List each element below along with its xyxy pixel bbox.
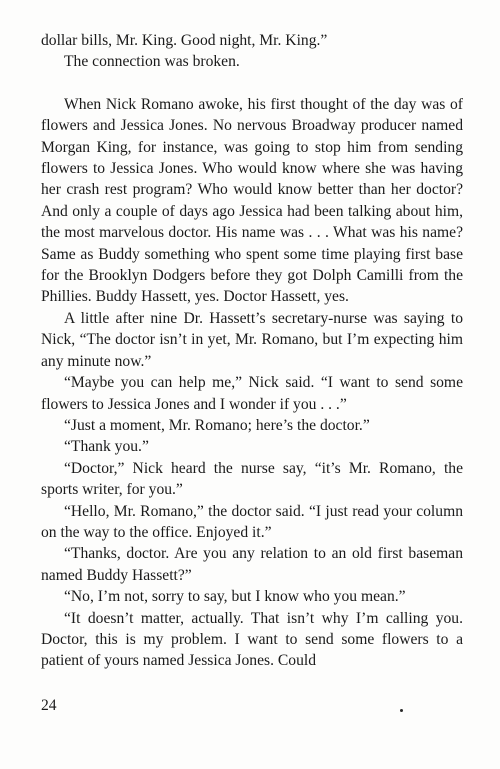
paragraph-maybe-you-can-help: “Maybe you can help me,” Nick said. “I want to send some flowers to Jessica Jones and I wonder if you . . .” — [41, 374, 463, 413]
paragraph-just-a-moment: “Just a moment, Mr. Romano; here’s the doctor.” — [64, 416, 370, 434]
paragraph-any-relation: “Thanks, doctor. Are you any relation to an old first baseman named Buddy Hassett?” — [41, 545, 463, 584]
paragraph-nurse-says: “Doctor,” Nick heard the nurse say, “it’s Mr. Romano, the sports writer, for you.” — [41, 459, 463, 499]
body-text — [41, 30, 463, 672]
paragraph-hello-mr-romano: “Hello, Mr. Romano,” the doctor said. “I just read your column on the way to the office. Enjoyed it.” — [41, 502, 463, 541]
paragraph-no-im-not: “No, I’m not, sorry to say, but I know who you mean.” — [64, 588, 406, 606]
paragraph-nick-awoke: When Nick Romano awoke, his first thought of the day was of flowers and Jessica Jones. No nervous Broadway producer named Morgan King, for instance, was going to stop him from sending flowers to Jessica Jones. Who would know where she was having her crash rest program? Who would know better than her doctor? And only a couple of days ago Jessica had been talking about him, the most marvelous doctor. His name was . . . What was his name? Same as Buddy something who spent some time playing first base for the Brooklyn Dodgers before they got Dolph Camilli from the Phillies. Buddy Hassett, yes. Doctor Hassett, yes. — [41, 95, 463, 306]
page-number: 24 — [41, 697, 57, 714]
print-speck — [400, 709, 403, 712]
section-break — [41, 73, 463, 94]
paragraph-connection-broken: The connection was broken. — [64, 53, 240, 71]
paragraph-thank-you: “Thank you.” — [64, 438, 149, 456]
paragraph-my-problem: “It doesn’t matter, actually. That isn’t why I’m calling you. Doctor, this is my problem. I want to send some flowers to a patient of yours named Jessica Jones. Could — [41, 609, 463, 670]
paragraph-secretary-nurse: A little after nine Dr. Hassett’s secretary-nurse was saying to Nick, “The doctor isn’t in yet, Mr. Romano, but I’m expecting him any minute now.” — [41, 309, 463, 370]
paragraph-continuation: dollar bills, Mr. King. Good night, Mr. King.” — [41, 32, 328, 49]
